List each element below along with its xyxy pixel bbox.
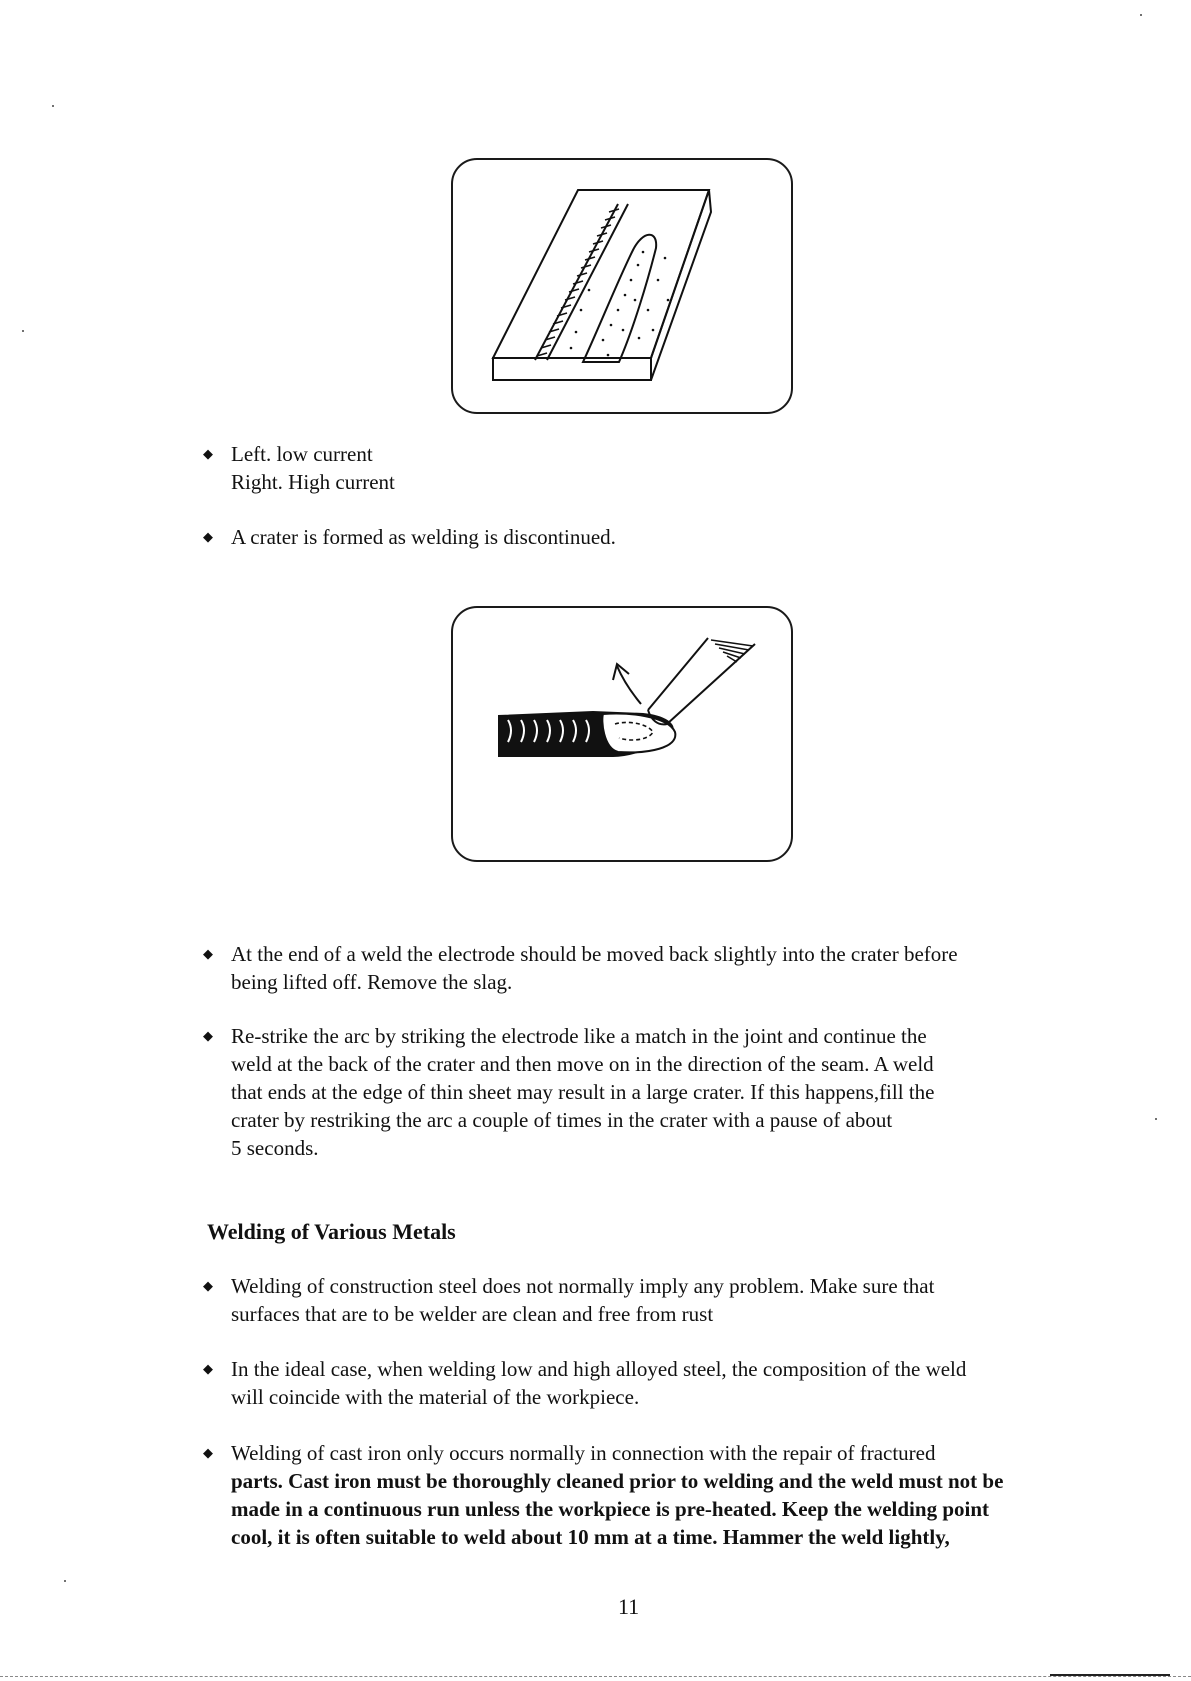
- scan-speck: [64, 1580, 66, 1582]
- figure-weld-beads: [451, 158, 793, 414]
- bullet-line: A crater is formed as welding is discontinued.: [231, 525, 616, 549]
- bullet-line: Left. low current: [231, 442, 373, 466]
- bullet-diamond-icon: ◆: [203, 1361, 213, 1376]
- bullet-line: that ends at the edge of thin sheet may result in a large crater. If this happens,fill the: [231, 1080, 935, 1104]
- bullet-diamond-icon: ◆: [203, 529, 213, 544]
- bullet-line: surfaces that are to be welder are clean and free from rust: [231, 1302, 714, 1326]
- bullet-diamond-icon: ◆: [203, 946, 213, 961]
- bullet-line: crater by restriking the arc a couple of times in the crater with a pause of about: [231, 1108, 893, 1132]
- bullet-alloyed-steel: [203, 1355, 1103, 1411]
- bullet-end-of-weld: [203, 940, 1103, 996]
- scan-speck: [22, 330, 24, 332]
- bullet-diamond-icon: ◆: [203, 1278, 213, 1293]
- bullet-line: Welding of cast iron only occurs normally in connection with the repair of fractured: [231, 1441, 936, 1465]
- bullet-line: parts. Cast iron must be thoroughly cleaned prior to welding and the weld must not be: [231, 1469, 1004, 1493]
- bullet-diamond-icon: ◆: [203, 446, 213, 461]
- scan-speck: [1140, 14, 1142, 16]
- scan-speck: [52, 105, 54, 107]
- bullet-line: made in a continuous run unless the workpiece is pre-heated. Keep the welding point: [231, 1497, 989, 1521]
- scan-edge-divider: [1050, 1674, 1170, 1676]
- bullet-diamond-icon: ◆: [203, 1445, 213, 1460]
- bullet-line: cool, it is often suitable to weld about 10 mm at a time. Hammer the weld lightly,: [231, 1525, 950, 1549]
- section-heading: Welding of Various Metals: [207, 1219, 456, 1244]
- electrode-crater-illustration: [453, 608, 795, 864]
- bullet-line: In the ideal case, when welding low and high alloyed steel, the composition of the weld: [231, 1357, 967, 1381]
- bullet-construction-steel: [203, 1272, 1103, 1328]
- figure-electrode-crater: [451, 606, 793, 862]
- scan-speck: [1155, 1118, 1157, 1120]
- bullet-cast-iron: [203, 1439, 1103, 1551]
- bullet-line: Re-strike the arc by striking the electrode like a match in the joint and continue the: [231, 1024, 927, 1048]
- bullet-current-note: [203, 440, 1103, 496]
- bullet-line: 5 seconds.: [231, 1136, 319, 1160]
- bullet-line: At the end of a weld the electrode should be moved back slightly into the crater before: [231, 942, 958, 966]
- bullet-line: Right. High current: [231, 470, 395, 494]
- bullet-crater-formed: [203, 523, 1103, 551]
- bullet-line: weld at the back of the crater and then move on in the direction of the seam. A weld: [231, 1052, 934, 1076]
- weld-beads-plate-illustration: [453, 160, 795, 416]
- bullet-restrike-arc: [203, 1022, 1103, 1162]
- bullet-line: Welding of construction steel does not normally imply any problem. Make sure that: [231, 1274, 935, 1298]
- bullet-line: will coincide with the material of the workpiece.: [231, 1385, 640, 1409]
- bullet-diamond-icon: ◆: [203, 1028, 213, 1043]
- scan-edge-divider: [0, 1676, 1191, 1677]
- page-number: 11: [618, 1594, 640, 1619]
- bullet-line: being lifted off. Remove the slag.: [231, 970, 513, 994]
